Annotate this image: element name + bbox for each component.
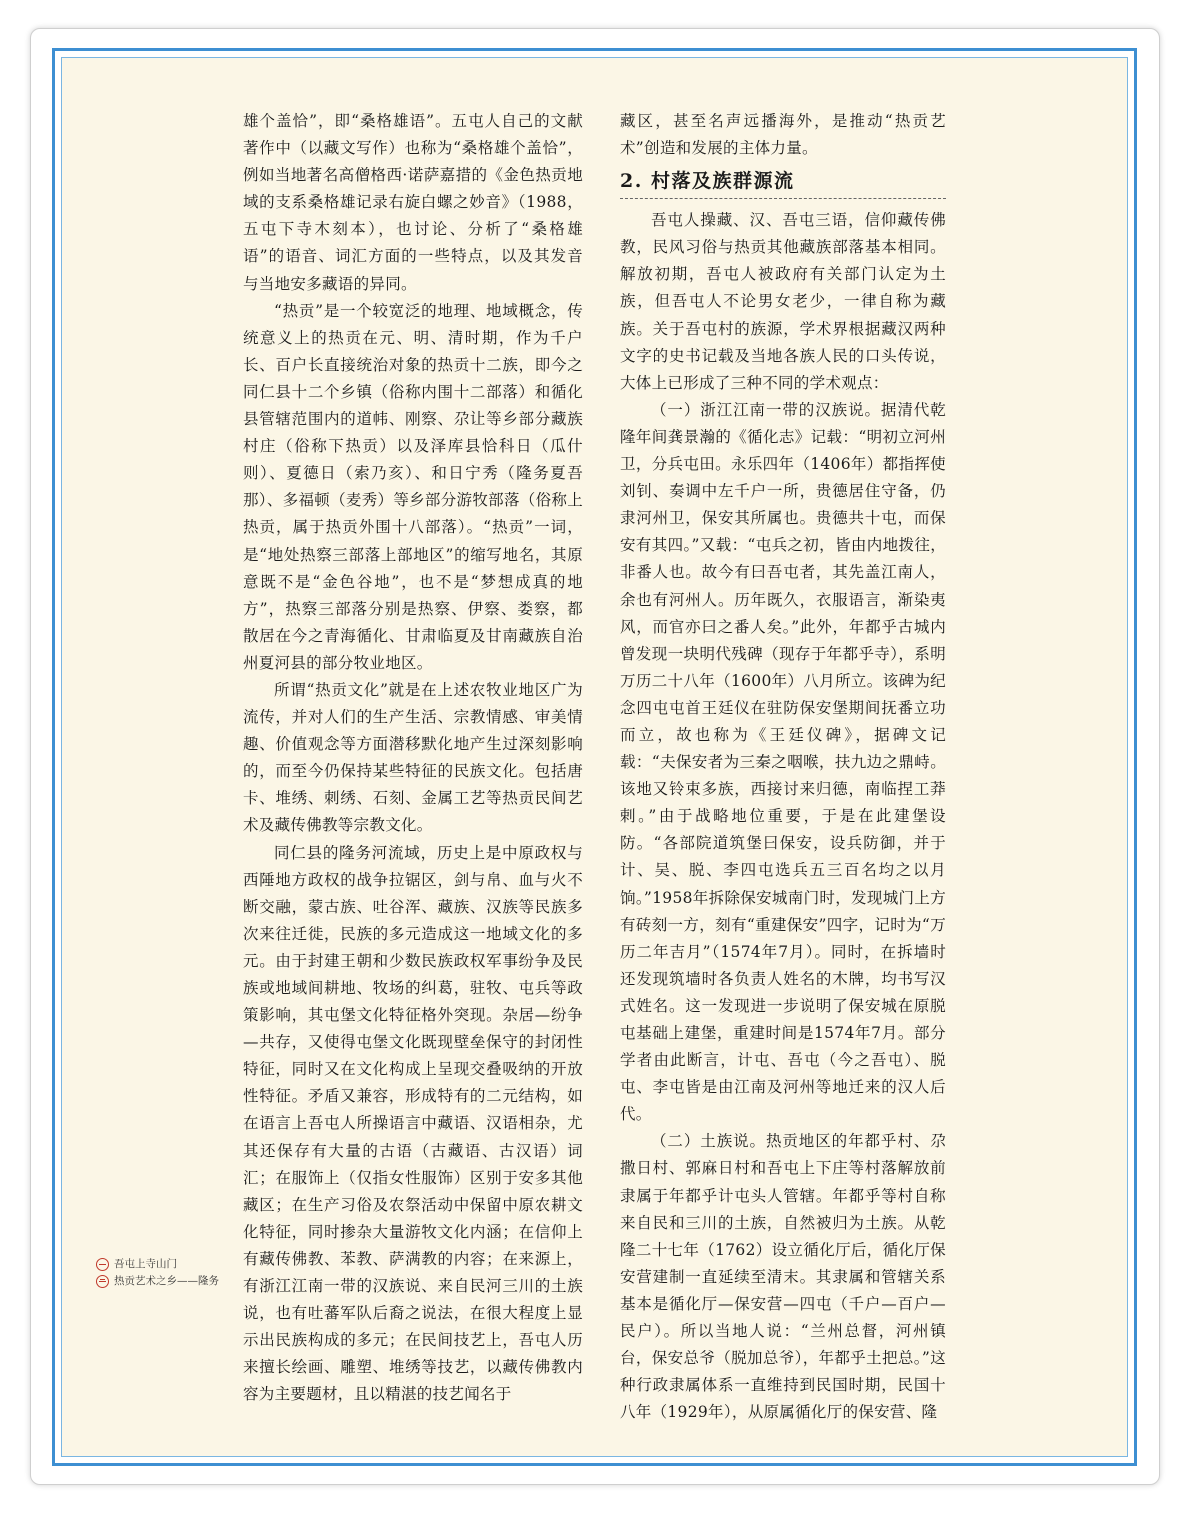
- caption-2-text: 热贡艺术之乡——隆务: [114, 1275, 219, 1287]
- right-paragraph-3: （二）土族说。热贡地区的年都乎村、尕撒日村、郭麻日村和吾屯上下庄等村落解放前隶属于年都乎计屯头人管辖。年都乎等村自称来自民和三川的土族，自然被归为土族。从乾隆二十七年（1762）设立循化厅后，循化厅保安营建制一直延续至清末。其隶属和管辖关系基本是循化厅—保安营—四屯（千户—百户—民户）。所以当地人说：“兰州总督，河州镇台，保安总爷（脱加总爷），年都乎土把总。”这种行政隶属体系一直维持到民国时期，民国十八年（1929年），从原属循化厅的保安营、隆: [620, 1132, 946, 1422]
- figure-captions: [96, 1256, 246, 1290]
- left-paragraph-3: 所谓“热贡文化”就是在上述农牧业地区广为流传，并对人们的生产生活、宗教情感、审美情趣、价值观念等方面潜移默化地产生过深刻影响的，而至今仍保持某些特征的民族文化。包括唐卡、堆绣、刺绣、石刻、金属工艺等热贡民间艺术及藏传佛教等宗教文化。: [243, 680, 583, 835]
- section-heading: 2. 村落及族群源流: [620, 170, 795, 193]
- caption-1-text: 吾屯上寺山门: [114, 1258, 177, 1270]
- right-paragraph-1: 吾屯人操藏、汉、吾屯三语，信仰藏传佛教，民风习俗与热贡其他藏族部落基本相同。解放初期，吾屯人被政府有关部门认定为土族，但吾屯人不论男女老少，一律自称为藏族。关于吾屯村的族源，学术界根据藏汉两种文字的史书记载及当地各族人民的口头传说，大体上已形成了三种不同的学术观点：: [620, 211, 946, 392]
- number-one-icon: [96, 1258, 109, 1271]
- page-frame: [52, 48, 1137, 1466]
- right-paragraph-2: （一）浙江江南一带的汉族说。据清代乾隆年间龚景瀚的《循化志》记载：“明初立河州卫，分兵屯田。永乐四年（1406年）都指挥使刘钊、奏调中左千户一所，贵德居住守备，仍隶河州卫，保安其所属也。贵德共十屯，而保安有其四。”又载：“屯兵之初，皆由内地拨往，非番人也。故今有曰吾屯者，其先盖江南人，余也有河州人。历年既久，衣服语言，渐染夷风，而官亦曰之番人矣。”此外，年都乎古城内曾发现一块明代残碑（现存于年都乎寺），系明万历二十八年（1600年）八月所立。该碑为纪念四屯屯首王廷仪在驻防保安堡期间抚番立功而立，故也称为《王廷仪碑》，据碑文记载：“夫保安者为三秦之咽喉，扶九边之鼎峙。该地又铃束多族，西接讨来归德，南临捏工莽剌。”由于战略地位重要，于是在此建堡设防。“各部院道筑堡曰保安，设兵防御，并于计、吴、脱、李四屯选兵五三百名均之以月饷。”1958年拆除保安城南门时，发现城门上方有砖刻一方，刻有“重建保安”四字，记时为“万历二年吉月”（1574年7月）。同时，在拆墙时还发现筑墙时各负责人姓名的木牌，均书写汉式姓名。这一发现进一步说明了保安城在原脱屯基础上建堡，重建时间是1574年7月。部分学者由此断言，计屯、吾屯（今之吾屯）、脱屯、李屯皆是由江南及河州等地迁来的汉人后代。: [620, 400, 946, 1124]
- right-text-column: [620, 108, 946, 1426]
- left-text-column: [243, 108, 583, 1409]
- heading-divider: [620, 198, 946, 199]
- left-paragraph-1: 雄个盖恰”，即“桑格雄语”。五屯人自己的文献著作中（以藏文写作）也称为“桑格雄个盖恰”，例如当地著名高僧格西·诺萨嘉措的《金色热贡地域的支系桑格雄记录右旋白螺之妙音》（1988，五屯下寺木刻本），也讨论、分析了“桑格雄语”的语音、词汇方面的一些特点，以及其发音与当地安多藏语的异同。: [243, 112, 583, 293]
- left-paragraph-2: “热贡”是一个较宽泛的地理、地域概念，传统意义上的热贡在元、明、清时期，作为千户长、百户长直接统治对象的热贡十二族，即今之同仁县十二个乡镇（俗称内围十二部落）和循化县管辖范围内的道帏、刚察、尕让等乡部分藏族村庄（俗称下热贡）以及泽库县恰科日（瓜什则）、夏德日（索乃亥）、和日宁秀（隆务夏吾那）、多福顿（麦秀）等乡部分游牧部落（俗称上热贡，属于热贡外围十八部落）。“热贡”一词，是“地处热察三部落上部地区”的缩写地名，其原意既不是“金色谷地”，也不是“梦想成真的地方”，热察三部落分别是热察、伊察、娄察，都散居在今之青海循化、甘肃临夏及甘南藏族自治州夏河县的部分牧业地区。: [243, 301, 583, 672]
- caption-1: [96, 1256, 246, 1273]
- caption-2: [96, 1273, 246, 1290]
- number-two-icon: [96, 1275, 109, 1288]
- page-inner: [61, 57, 1128, 1457]
- left-paragraph-4: 同仁县的隆务河流域，历史上是中原政权与西陲地方政权的战争拉锯区，剑与帛、血与火不断交融，蒙古族、吐谷浑、藏族、汉族等民族多次来往迁徙，民族的多元造成这一地域文化的多元。由于封建王朝和少数民族政权军事纷争及民族或地域间耕地、牧场的纠葛，驻牧、屯兵等政策影响，其屯堡文化特征格外突现。杂居—纷争—共存，又使得屯堡文化既现壁垒保守的封闭性特征，同时又在文化构成上呈现交叠吸纳的开放性特征。矛盾又兼容，形成特有的二元结构，如在语言上吾屯人所操语言中藏语、汉语相杂，尤其还保存有大量的古语（古藏语、古汉语）词汇；在服饰上（仅指女性服饰）区别于安多其他藏区；在生产习俗及农祭活动中保留中原农耕文化特征，同时掺杂大量游牧文化内涵；在信仰上有藏传佛教、苯教、萨满教的内容；在来源上，有浙江江南一带的汉族说、来自民河三川的土族说，也有吐蕃军队后裔之说法，在很大程度上显示出民族构成的多元；在民间技艺上，吾屯人历来擅长绘画、雕塑、堆绣等技艺，以藏传佛教内容为主要题材，且以精湛的技艺闻名于: [243, 843, 583, 1404]
- right-paragraph-0: 藏区，甚至名声远播海外，是推动“热贡艺术”创造和发展的主体力量。: [620, 112, 946, 158]
